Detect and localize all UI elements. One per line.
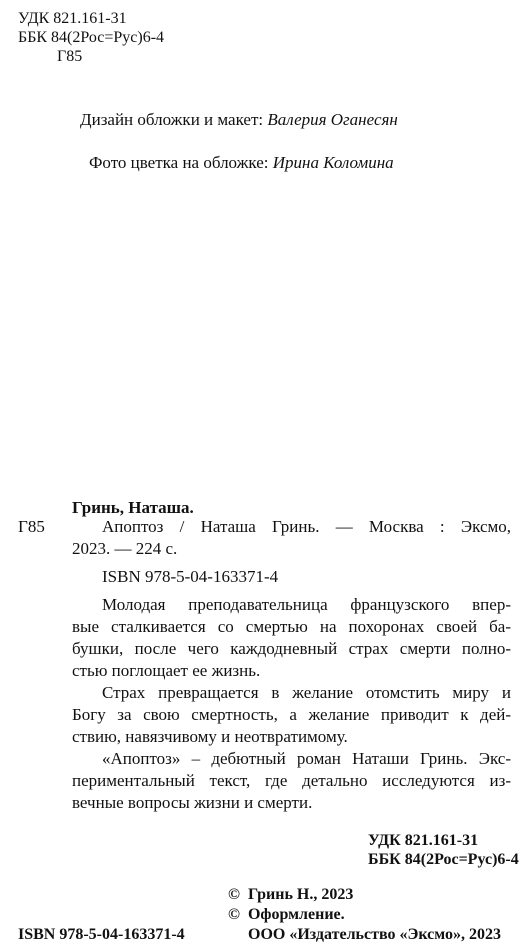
isbn-catalog: ISBN 978-5-04-163371-4 — [102, 567, 279, 586]
title-line-2: 2023. — 224 с. — [72, 539, 178, 558]
copyright-publisher: ООО «Издательство «Эксмо», 2023 — [248, 926, 501, 943]
bbk-code-top: ББК 84(2Рос=Рус)6-4 — [18, 29, 165, 46]
design-label: Дизайн обложки и макет: — [80, 110, 264, 129]
copyright-design: Оформление. — [247, 906, 345, 923]
author-mark-top: Г85 — [57, 48, 83, 65]
annotation-p3-line: «Апоптоз» – дебютный роман Наташи Гринь. Экс- — [102, 749, 511, 768]
author-mark-margin: Г85 — [18, 517, 45, 536]
design-credit — [80, 109, 398, 131]
annotation-p2-line: Страх превращается в желание отомстить миру и — [102, 683, 511, 702]
copyright-symbol: © — [228, 886, 240, 903]
photo-label: Фото цветка на обложке: — [89, 153, 269, 172]
udk-code-top: УДК 821.161-31 — [18, 10, 127, 27]
photo-credit — [89, 152, 394, 174]
annotation-p3-line: вечные вопросы жизни и смерти. — [72, 793, 313, 812]
annotation-p1-line: вые сталкивается со смертью на похоронах своей ба- — [72, 617, 511, 636]
design-name: Валерия Оганесян — [267, 110, 398, 129]
copyright-symbol: © — [228, 906, 240, 923]
copyright-line-2 — [228, 904, 345, 926]
photo-name: Ирина Коломина — [272, 153, 394, 172]
annotation-p1-line: бушки, после чего каждодневный страх смерти полно- — [72, 639, 511, 658]
annotation-p1-line: Молодая преподавательница французского впер- — [102, 595, 511, 614]
udk-code-bottom: УДК 821.161-31 — [368, 832, 479, 849]
copyright-author: Гринь Н., 2023 — [247, 886, 354, 903]
bbk-code-bottom: ББК 84(2Рос=Рус)6-4 — [368, 851, 519, 868]
author-heading: Гринь, Наташа. — [72, 498, 194, 517]
annotation-p2-line: ствию, навязчивому и неотвратимому. — [72, 727, 348, 746]
annotation-p3-line: периментальный текст, где детально исследуются из- — [72, 771, 511, 790]
isbn-bottom: ISBN 978-5-04-163371-4 — [18, 926, 185, 943]
annotation-p1-line: стью поглощает ее жизнь. — [72, 661, 261, 680]
title-line-1: Апоптоз / Наташа Гринь. — Москва : Эксмо, — [102, 517, 511, 536]
copyright-line-1 — [228, 884, 353, 906]
annotation-p2-line: Богу за свою смертность, а желание приводит к дей- — [72, 705, 511, 724]
